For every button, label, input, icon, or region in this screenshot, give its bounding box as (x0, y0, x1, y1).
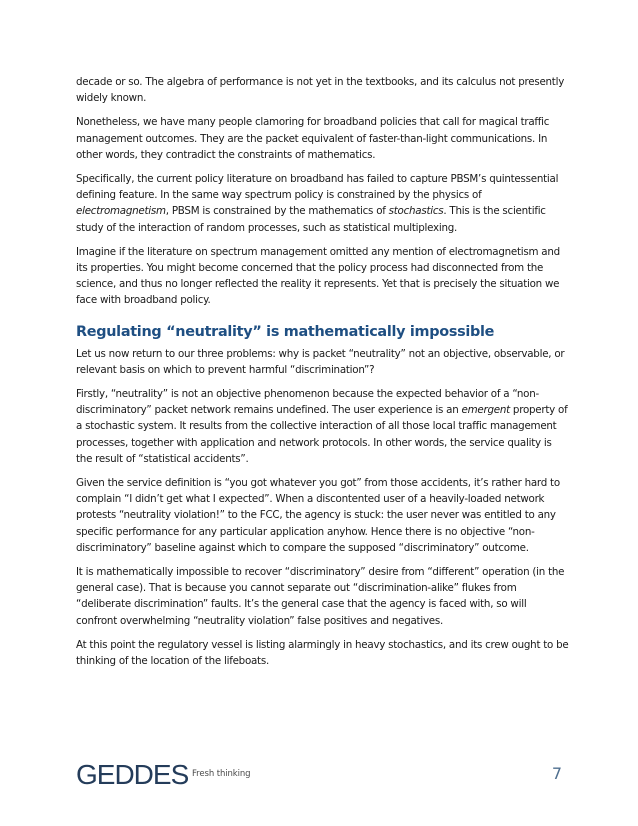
emphasis-text: stochastics (388, 205, 444, 218)
logo-wordmark: GEDDES (76, 759, 189, 790)
paragraph: Given the service definition is “you got whatever you got” from those accidents, it’s rather hard to complain “I didn’t get what I expected”. When a discontented user of a heavily-loaded network protests “neutrality violation!” to the FCC, the agency is stuck: the user never was entitled to any specific performance for any particular application anyhow. Hence there is no objective “non-discriminatory” baseline against which to compare the supposed “discriminatory” outcome. (76, 477, 560, 554)
body-text (76, 74, 570, 677)
emphasis-text: electromagnetism (76, 205, 166, 218)
tagline: Fresh thinking (192, 769, 251, 779)
paragraph: At this point the regulatory vessel is listing alarmingly in heavy stochastics, and its crew ought to be thinking of the location of the lifeboats. (76, 638, 569, 668)
text-run: , PBSM is constrained by the mathematics of (165, 205, 389, 218)
text-run: Specifically, the current policy literature on broadband has failed to capture PBSM’s quintessential defining feature. In the same way spectrum policy is constrained by the physics of (76, 173, 559, 202)
paragraph: Imagine if the literature on spectrum management omitted any mention of electromagnetism and its properties. You might become concerned that the policy process had disconnected from the science, and thus no longer reflected the reality it represents. Yet that is precisely the situation we face with broadband policy. (76, 245, 560, 307)
page-number: 7 (551, 764, 562, 783)
section-heading: Regulating “neutrality” is mathematically impossible (76, 323, 495, 340)
text-run: . This is the scientific study of the interaction of random processes, such as statistical multiplexing. (76, 205, 546, 234)
paragraph: Let us now return to our three problems: why is packet “neutrality” not an objective, observable, or relevant basis on which to prevent harmful “discrimination”? (76, 347, 565, 376)
paragraph (76, 171, 570, 236)
paragraph: Nonetheless, we have many people clamoring for broadband policies that call for magical traffic management outcomes. They are the packet equivalent of faster-than-light communications. In other words, they contradict the constraints of mathematics. (76, 116, 550, 161)
text-run: property of a stochastic system. It results from the collective interaction of all those local traffic management processes, together with application and network protocols. In other words, the service quality is the result of “statistical accidents”. (76, 404, 568, 465)
paragraph: It is mathematically impossible to recover “discriminatory” desire from “different” operation (in the general case). That is because you cannot separate out “discrimination-alike” flukes from “deliberate discrimination” faults. It’s the general case that the agency is faced with, so will confront overwhelming “neutrality violation” false positives and negatives. (76, 566, 565, 627)
page-footer (76, 758, 562, 794)
text-run: Firstly, “neutrality” is not an objective phenomenon because the expected behavior of a “non-discriminatory” packet network remains undefined. The user experience is an (76, 388, 539, 417)
paragraph: decade or so. The algebra of performance is not yet in the textbooks, and its calculus not presently widely known. (76, 76, 565, 105)
paragraph (76, 386, 570, 467)
emphasis-text: emergent (461, 404, 510, 417)
geddes-logo (76, 760, 188, 790)
